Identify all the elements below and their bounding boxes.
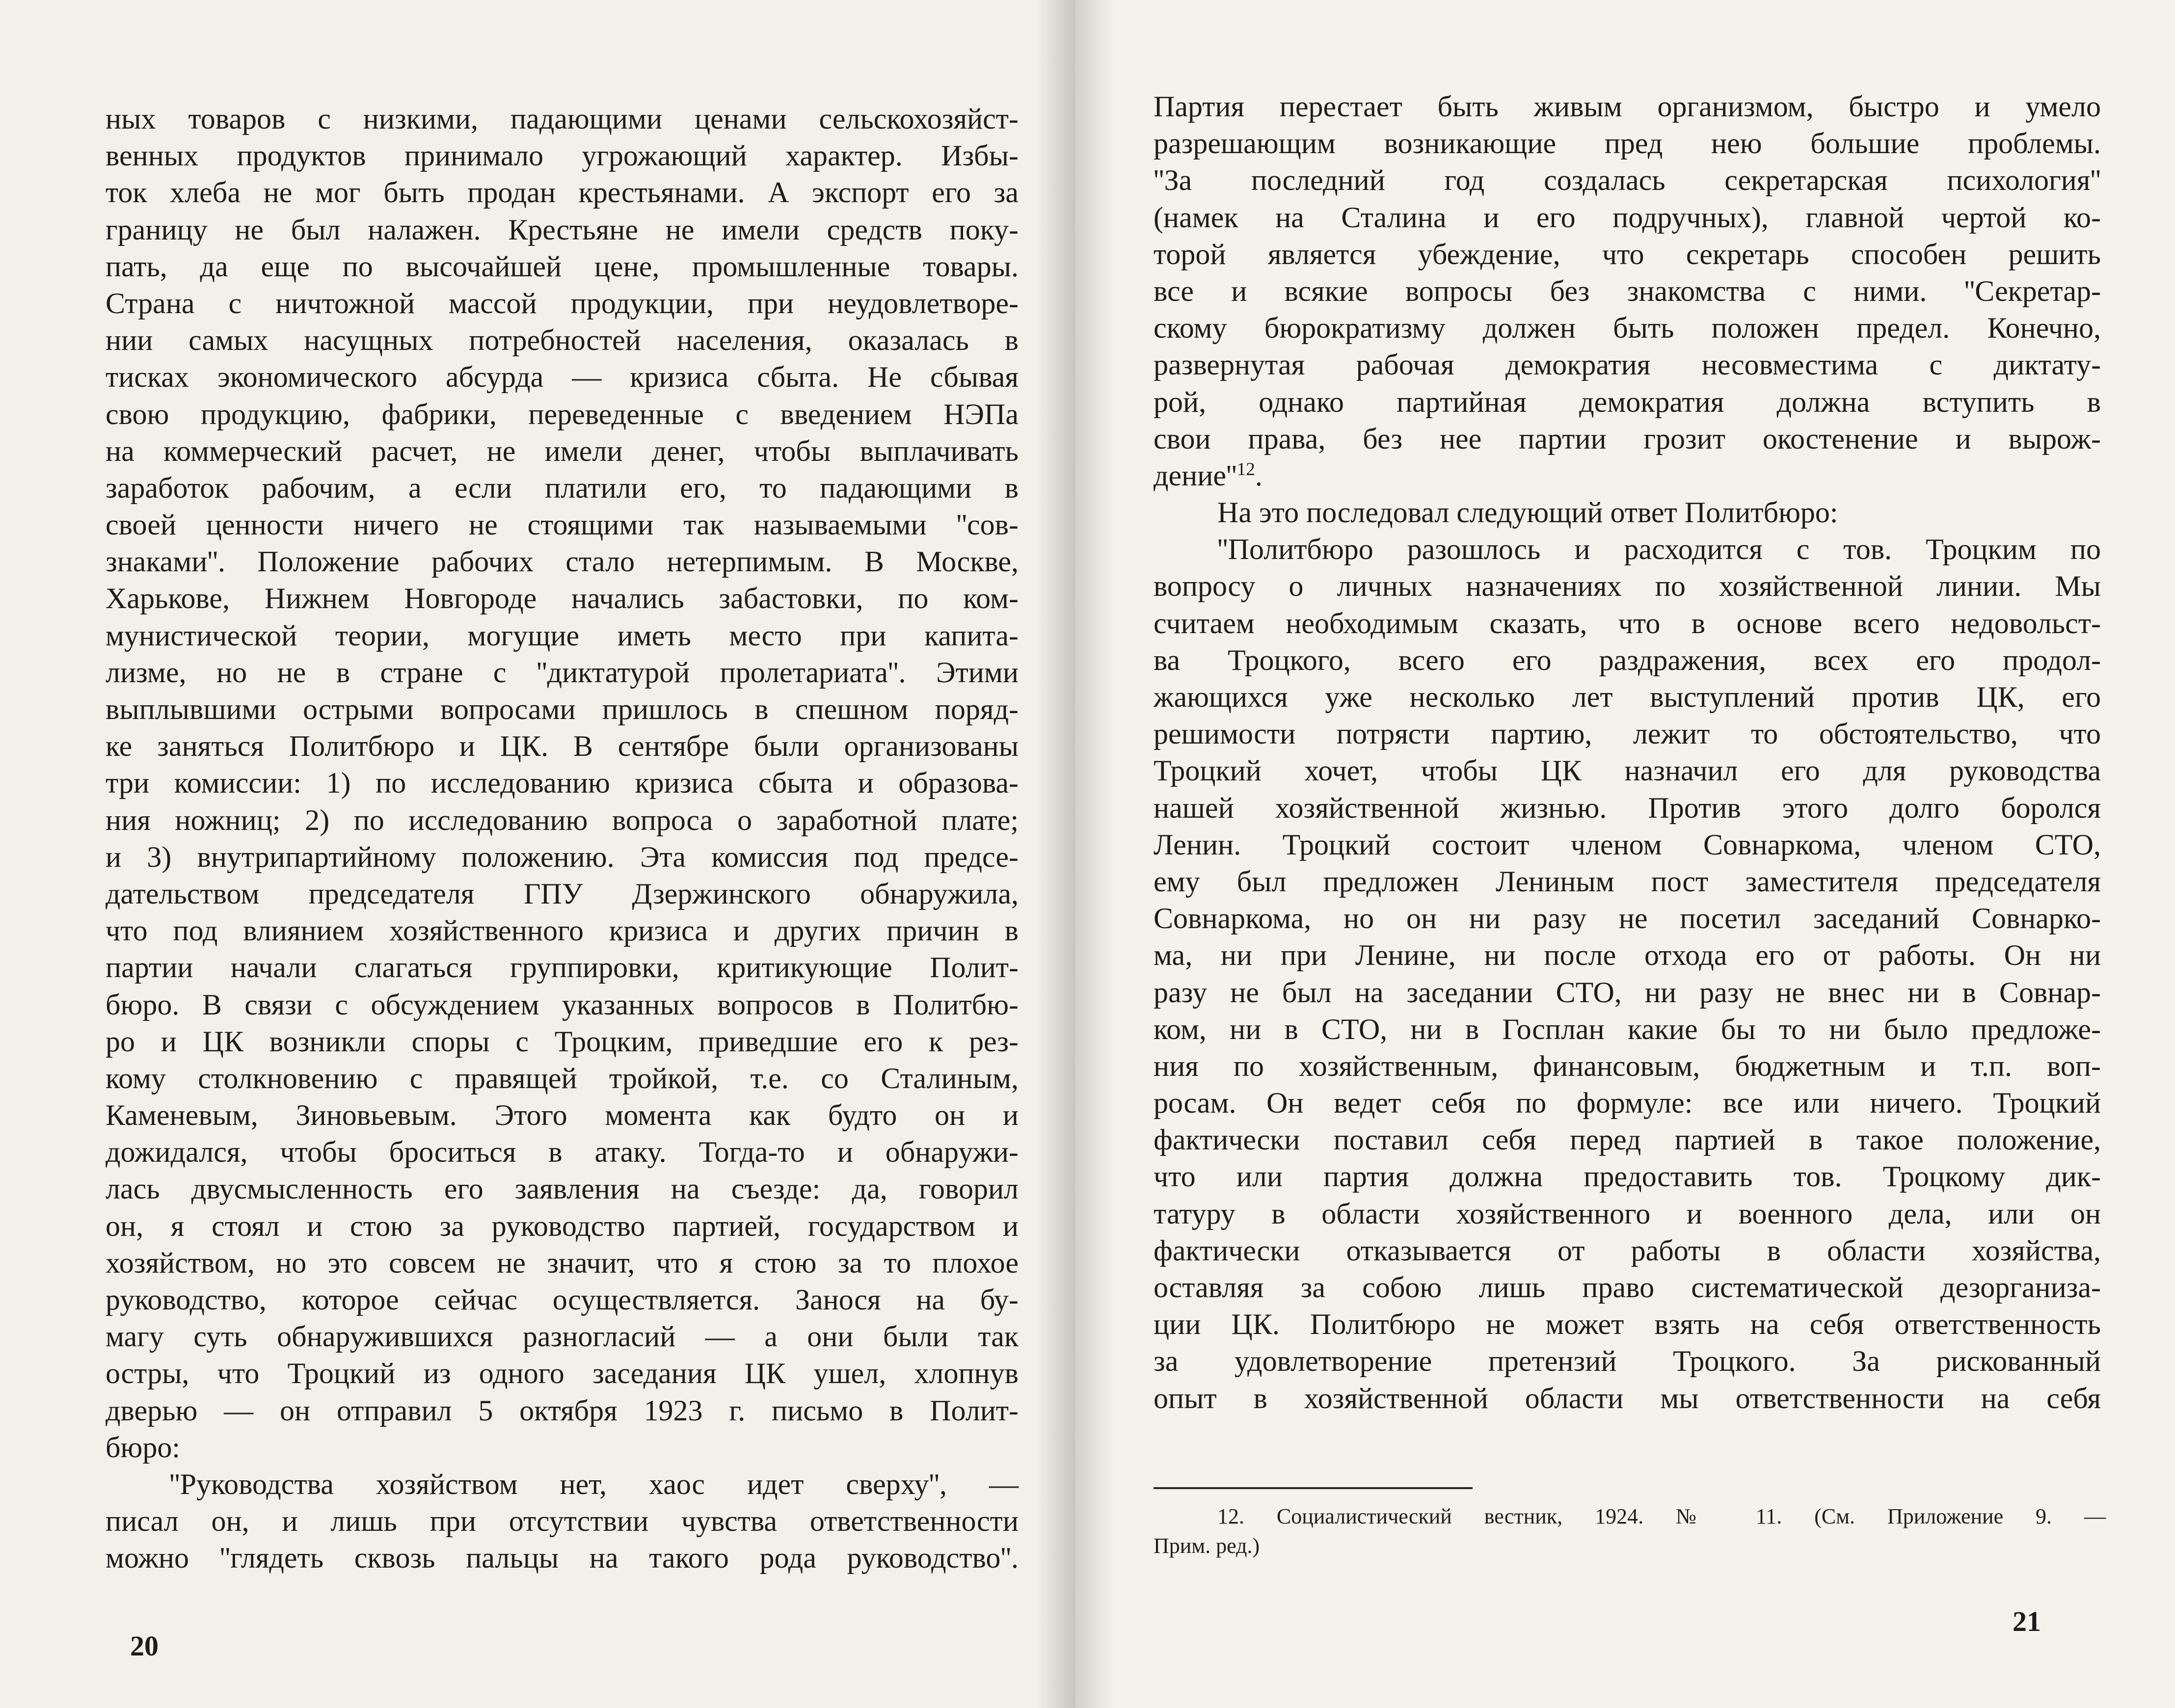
text-line-content: ''Политбюро разошлось и расходится с тов. Троцким по <box>1217 533 2101 566</box>
text-line-content: он, я стоял и стою за руководство партией, государством и <box>106 1209 1019 1242</box>
text-line <box>1154 236 2101 273</box>
text-line-content: ва Троцкого, всего его раздражения, всех его продол- <box>1154 643 2101 676</box>
text-line <box>106 1281 1019 1318</box>
text-line <box>106 765 1019 801</box>
text-line <box>106 507 1019 543</box>
text-line-content: на коммерческий расчет, не имели денег, чтобы выплачивать <box>106 434 1019 467</box>
text-line <box>106 212 1019 248</box>
text-line-content: кому столкновению с правящей тройкой, т.е. со Сталиным, <box>106 1062 1019 1094</box>
text-line <box>1154 273 2101 310</box>
text-line <box>106 728 1019 765</box>
text-line-content: хозяйством, но это совсем не значит, что я стою за то плохое <box>106 1246 1019 1279</box>
text-line-content: ро и ЦК возникли споры с Троцким, приведшие его к рез- <box>106 1025 1019 1058</box>
text-line-content: заработок рабочим, а если платили его, то падающими в <box>106 471 1019 504</box>
text-line-content: дение'' <box>1154 459 1237 492</box>
text-line-content: выплывшими острыми вопросами пришлось в спешном поряд- <box>106 693 1019 725</box>
text-line-content: фактически поставил себя перед партией в такое положение, <box>1154 1123 2101 1156</box>
footnote <box>1154 1502 2106 1561</box>
text-line-content: нии самых насущных потребностей населения, оказалась в <box>106 324 1019 357</box>
footnote-reference: 12 <box>1236 459 1255 480</box>
text-line <box>106 470 1019 507</box>
text-line-content: ком, ни в СТО, ни в Госплан какие бы то ни было предложе- <box>1154 1013 2101 1045</box>
text-line-tail: . <box>1255 459 1262 492</box>
text-line-content: Харькове, Нижнем Новгороде начались забастовки, по ком- <box>106 582 1019 615</box>
text-line-content: пать, да еще по высочайшей цене, промышленные товары. <box>106 250 1019 283</box>
text-line <box>106 543 1019 580</box>
text-line-content: торой является убеждение, что секретарь способен решить <box>1154 238 2101 270</box>
text-line <box>106 691 1019 728</box>
text-line-content: лизме, но не в стране с ''диктатурой пролетариата''. Этими <box>106 656 1019 689</box>
text-line-content: развернутая рабочая демократия несовместима с диктату- <box>1154 348 2101 381</box>
text-line-content: На это последовал следующий ответ Политбюро: <box>1217 496 1838 529</box>
text-line-content: дательством председателя ГПУ Дзержинского обнаружила, <box>106 877 1019 910</box>
text-line <box>106 987 1019 1023</box>
text-line-content: бюро. В связи с обсуждением указанных вопросов в Политбю- <box>106 988 1019 1021</box>
text-line <box>1154 531 2101 568</box>
text-line-content: что под влиянием хозяйственного кризиса и других причин в <box>106 914 1019 947</box>
text-line-content: ''Руководства хозяйством нет, хаос идет сверху'', — <box>169 1468 1019 1500</box>
text-line <box>1154 1343 2101 1380</box>
text-line-content: Партия перестает быть живым организмом, быстро и умело <box>1154 90 2101 123</box>
text-line-content: что или партия должна предоставить тов. Троцкому дик- <box>1154 1160 2101 1193</box>
text-line-content: Прим. ред.) <box>1154 1534 1260 1558</box>
text-line-content: дожидался, чтобы броситься в атаку. Тогда-то и обнаружи- <box>106 1136 1019 1169</box>
text-line <box>1154 827 2101 863</box>
text-line <box>106 1540 1019 1576</box>
text-line <box>1154 937 2101 974</box>
right-page-text <box>1154 88 2101 1417</box>
text-line <box>1154 494 2101 531</box>
text-line-content: Ленин. Троцкий состоит членом Совнаркома, членом СТО, <box>1154 828 2101 861</box>
text-line <box>1154 125 2101 162</box>
text-line <box>106 617 1019 654</box>
gutter-shadow-right <box>1075 0 1114 1708</box>
text-line-content: свои права, без нее партии грозит окостенение и вырож- <box>1154 422 2101 455</box>
text-line-content: знаками''. Положение рабочих стало нетерпимым. В Москве, <box>106 545 1019 578</box>
text-line <box>106 1503 1019 1540</box>
text-line <box>106 802 1019 839</box>
text-line <box>1154 1232 2101 1269</box>
text-line-content: оставляя за собою лишь право систематической дезорганиза- <box>1154 1271 2101 1304</box>
text-line-content: тисках экономического абсурда — кризиса сбыта. Не сбывая <box>106 361 1019 394</box>
text-line <box>106 876 1019 912</box>
text-line-content: за удовлетворение претензий Троцкого. За рискованный <box>1154 1345 2101 1378</box>
text-line <box>1154 199 2101 236</box>
text-line-content: границу не был налажен. Крестьяне не имели средств поку- <box>106 213 1019 246</box>
text-line-content: ''За последний год создалась секретарская психология'' <box>1154 164 2101 197</box>
text-line <box>1154 1196 2101 1232</box>
text-line <box>1154 679 2101 716</box>
text-line-content: опыт в хозяйственной области мы ответственности на себя <box>1154 1382 2101 1414</box>
text-line <box>1154 642 2101 679</box>
text-line <box>1154 384 2101 421</box>
text-line <box>106 912 1019 949</box>
text-line <box>1154 1502 2106 1531</box>
footnote-rule <box>1154 1487 1473 1489</box>
text-line-content: можно ''глядеть сквозь пальцы на такого рода руководство''. <box>106 1542 1019 1575</box>
text-line-content: своей ценности ничего не стоящими так называемыми ''сов- <box>106 508 1019 541</box>
text-line-content: ток хлеба не мог быть продан крестьянами. А экспорт его за <box>106 176 1019 209</box>
text-line <box>106 1171 1019 1207</box>
text-line-content: Совнаркома, но он ни разу не посетил заседаний Совнарко- <box>1154 902 2101 935</box>
text-line <box>106 949 1019 986</box>
text-line-content: лась двусмысленность его заявления на съезде: да, говорил <box>106 1173 1019 1205</box>
text-line <box>106 839 1019 876</box>
text-line <box>106 1355 1019 1392</box>
text-line <box>1154 1085 2101 1121</box>
text-line <box>1154 1306 2101 1343</box>
text-line <box>1154 347 2101 383</box>
text-line-content: ния по хозяйственным, финансовым, бюджетным и т.п. воп- <box>1154 1049 2101 1082</box>
text-line <box>106 248 1019 285</box>
text-line <box>106 1023 1019 1060</box>
text-line-content: жающихся уже несколько лет выступлений против ЦК, его <box>1154 681 2101 713</box>
text-line <box>106 396 1019 433</box>
text-line <box>106 1318 1019 1355</box>
right-page <box>1075 0 2175 1708</box>
text-line <box>106 359 1019 396</box>
text-line-content: 12. Социалистический вестник, 1924. № 11. (См. Приложение 9. — <box>1217 1504 2106 1528</box>
text-line <box>106 580 1019 617</box>
text-line <box>106 1134 1019 1171</box>
text-line <box>106 322 1019 359</box>
text-line-content: ке заняться Политбюро и ЦК. В сентябре были организованы <box>106 730 1019 763</box>
text-line-content: нашей хозяйственной жизнью. Против этого долго боролся <box>1154 791 2101 824</box>
text-line-content: решимости потрясти партию, лежит то обстоятельство, что <box>1154 718 2101 750</box>
text-line <box>1154 1011 2101 1048</box>
text-line <box>106 1245 1019 1281</box>
text-line-content: магу суть обнаружившихся разногласий — а они были так <box>106 1320 1019 1353</box>
text-line-content: считаем необходимым сказать, что в основе всего недовольст- <box>1154 607 2101 640</box>
text-line <box>1154 790 2101 827</box>
text-line-content: венных продуктов принимало угрожающий характер. Избы- <box>106 139 1019 172</box>
text-line <box>1154 716 2101 752</box>
text-line-content: все и всякие вопросы без знакомства с ними. ''Секретар- <box>1154 274 2101 307</box>
text-line <box>1154 1121 2101 1158</box>
left-page-number: 20 <box>130 1630 159 1662</box>
text-line <box>1154 974 2101 1011</box>
text-line-content: партии начали слагаться группировки, критикующие Полит- <box>106 951 1019 984</box>
right-page-number: 21 <box>2013 1605 2041 1637</box>
text-line <box>1154 1269 2101 1306</box>
text-line-content: Троцкий хочет, чтобы ЦК назначил его для руководства <box>1154 754 2101 787</box>
text-line <box>106 1392 1019 1429</box>
text-line-content: бюро: <box>106 1431 181 1464</box>
left-page-text <box>106 101 1019 1577</box>
text-line <box>1154 1158 2101 1195</box>
text-line <box>1154 1380 2101 1417</box>
text-line-content: писал он, и лишь при отсутствии чувства ответственности <box>106 1505 1019 1538</box>
text-line <box>1154 900 2101 937</box>
text-line <box>106 101 1019 137</box>
text-line-content: фактически отказывается от работы в области хозяйства, <box>1154 1234 2101 1267</box>
text-line <box>1154 310 2101 347</box>
text-line <box>1154 457 2101 494</box>
text-line-content: (намек на Сталина и его подручных), главной чертой ко- <box>1154 201 2101 234</box>
text-line-content: свою продукцию, фабрики, переведенные с введением НЭПа <box>106 398 1019 430</box>
text-line <box>1154 863 2101 900</box>
text-line <box>106 1097 1019 1134</box>
text-line-content: вопросу о личных назначениях по хозяйственной линии. Мы <box>1154 570 2101 603</box>
text-line-content: ния ножниц; 2) по исследованию вопроса о заработной плате; <box>106 803 1019 836</box>
text-line-content: остры, что Троцкий из одного заседания ЦК ушел, хлопнув <box>106 1357 1019 1390</box>
text-line <box>106 1466 1019 1503</box>
text-line-content: дверью — он отправил 5 октября 1923 г. письмо в Полит- <box>106 1394 1019 1427</box>
text-line <box>106 1060 1019 1097</box>
text-line <box>106 1429 1019 1466</box>
text-line <box>1154 88 2101 125</box>
gutter-shadow-left <box>1036 0 1075 1708</box>
text-line-content: и 3) внутрипартийному положению. Эта комиссия под предсе- <box>106 840 1019 873</box>
text-line-content: разу не был на заседании СТО, ни разу не внес ни в Совнар- <box>1154 976 2101 1009</box>
text-line-content: разрешающим возникающие пред нею большие проблемы. <box>1154 127 2101 160</box>
text-line <box>1154 605 2101 642</box>
text-line <box>106 285 1019 322</box>
text-line-content: руководство, которое сейчас осуществляется. Занося на бу- <box>106 1283 1019 1316</box>
text-line <box>1154 162 2101 199</box>
text-line <box>106 1208 1019 1245</box>
text-line-content: Каменевым, Зиновьевым. Этого момента как будто он и <box>106 1099 1019 1132</box>
text-line-content: три комиссии: 1) по исследованию кризиса сбыта и образова- <box>106 767 1019 800</box>
text-line <box>1154 1531 2106 1561</box>
text-line <box>106 654 1019 691</box>
text-line <box>1154 568 2101 605</box>
text-line-content: росам. Он ведет себя по формуле: все или ничего. Троцкий <box>1154 1087 2101 1120</box>
text-line <box>1154 1048 2101 1085</box>
text-line-content: рой, однако партийная демократия должна вступить в <box>1154 385 2101 418</box>
text-line-content: скому бюрократизму должен быть положен предел. Конечно, <box>1154 312 2101 345</box>
text-line <box>1154 752 2101 789</box>
text-line-content: ции ЦК. Политбюро не может взять на себя ответственность <box>1154 1308 2101 1341</box>
left-page <box>0 0 1075 1708</box>
text-line <box>1154 421 2101 457</box>
text-line-content: ма, ни при Ленине, ни после отхода его от работы. Он ни <box>1154 939 2101 972</box>
text-line <box>106 137 1019 174</box>
text-line-content: ных товаров с низкими, падающими ценами сельскохозяйст- <box>106 103 1019 135</box>
text-line-content: татуру в области хозяйственного и военного дела, или он <box>1154 1197 2101 1230</box>
text-line <box>106 174 1019 211</box>
text-line-content: мунистической теории, могущие иметь место при капита- <box>106 619 1019 652</box>
text-line-content: ему был предложен Лениным пост заместителя председателя <box>1154 865 2101 898</box>
text-line <box>106 433 1019 470</box>
text-line-content: Страна с ничтожной массой продукции, при неудовлетворе- <box>106 287 1019 320</box>
